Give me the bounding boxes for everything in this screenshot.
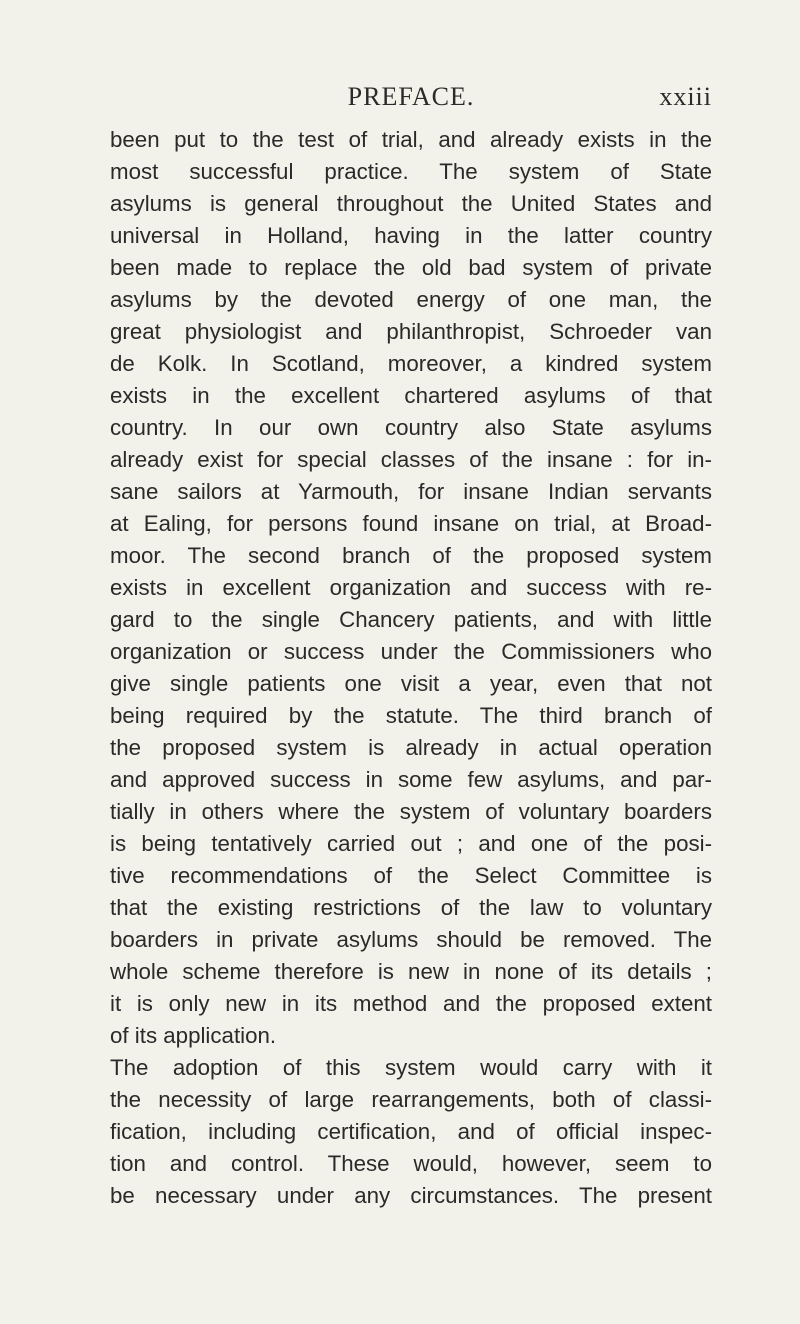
text-line: been made to replace the old bad system of private bbox=[110, 255, 712, 280]
text-line: be necessary under any circumstances. The present bbox=[110, 1183, 712, 1208]
text-line: give single patients one visit a year, even that not bbox=[110, 671, 712, 696]
text-line: whole scheme therefore is new in none of its details ; bbox=[110, 959, 712, 984]
text-line: tive recommendations of the Select Committee is bbox=[110, 863, 712, 888]
text-line: The adoption of this system would carry with it bbox=[110, 1055, 712, 1080]
text-line: great physiologist and philanthropist, Schroeder van bbox=[110, 319, 712, 344]
text-line: the proposed system is already in actual operation bbox=[110, 735, 712, 760]
text-line: it is only new in its method and the proposed extent bbox=[110, 991, 712, 1016]
text-line: exists in excellent organization and success with re- bbox=[110, 575, 712, 600]
text-line: universal in Holland, having in the latter country bbox=[110, 223, 712, 248]
text-line: already exist for special classes of the insane : for in- bbox=[110, 447, 712, 472]
text-line: boarders in private asylums should be removed. The bbox=[110, 927, 712, 952]
text-line: at Ealing, for persons found insane on trial, at Broad- bbox=[110, 511, 712, 536]
text-line: exists in the excellent chartered asylums of that bbox=[110, 383, 712, 408]
text-line: asylums is general throughout the United States and bbox=[110, 191, 712, 216]
text-line: sane sailors at Yarmouth, for insane Indian servants bbox=[110, 479, 712, 504]
running-title: PREFACE. bbox=[347, 82, 475, 111]
text-line: tion and control. These would, however, seem to bbox=[110, 1151, 712, 1176]
text-line: country. In our own country also State asylums bbox=[110, 415, 712, 440]
text-line: tially in others where the system of voluntary boarders bbox=[110, 799, 712, 824]
text-line: moor. The second branch of the proposed system bbox=[110, 543, 712, 568]
text-line: most successful practice. The system of State bbox=[110, 159, 712, 184]
text-line: and approved success in some few asylums, and par- bbox=[110, 767, 712, 792]
text-line: gard to the single Chancery patients, and with little bbox=[110, 607, 712, 632]
text-line: of its application. bbox=[110, 1023, 277, 1048]
body-text bbox=[110, 124, 712, 1212]
text-line: asylums by the devoted energy of one man, the bbox=[110, 287, 712, 312]
running-head bbox=[110, 82, 712, 122]
text-line: organization or success under the Commissioners who bbox=[110, 639, 712, 664]
text-line: is being tentatively carried out ; and one of the posi- bbox=[110, 831, 712, 856]
text-line: fication, including certification, and of official inspec- bbox=[110, 1119, 712, 1144]
text-line: that the existing restrictions of the law to voluntary bbox=[110, 895, 712, 920]
text-line: the necessity of large rearrangements, both of classi- bbox=[110, 1087, 712, 1112]
text-line: been put to the test of trial, and already exists in the bbox=[110, 127, 712, 152]
text-line: de Kolk. In Scotland, moreover, a kindred system bbox=[110, 351, 712, 376]
page-number: xxiii bbox=[659, 82, 712, 111]
text-line: being required by the statute. The third branch of bbox=[110, 703, 712, 728]
